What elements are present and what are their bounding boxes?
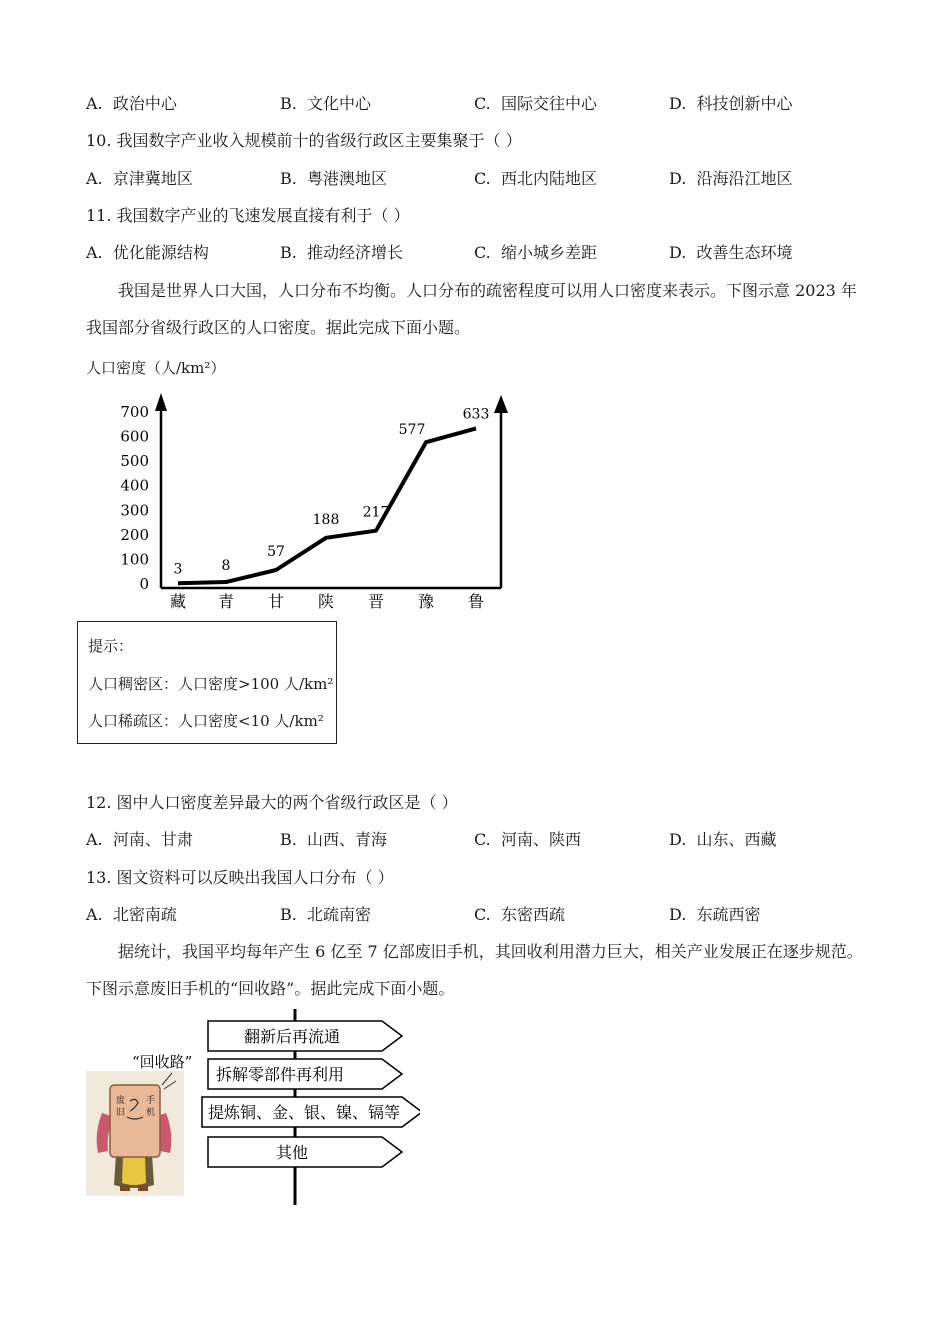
q10-option-b[interactable]: B. 粤港澳地区 <box>280 169 388 188</box>
recycle-caption: “回收路” <box>132 1053 193 1071</box>
q10-option-a[interactable]: A. 京津冀地区 <box>86 169 193 188</box>
q12-option-b[interactable]: B. 山西、青海 <box>280 830 388 849</box>
x-tick-label-1: 青 <box>217 592 235 611</box>
sign-4 <box>208 1137 402 1167</box>
q13-option-c[interactable]: C. 东密西疏 <box>474 905 565 924</box>
phone-left-text-2: 旧 <box>116 1108 126 1118</box>
data-label-1: 8 <box>221 558 231 575</box>
sign-1-label: 翻新后再流通 <box>243 1027 341 1046</box>
x-tick-label-5: 豫 <box>417 592 435 611</box>
data-label-4: 217 <box>362 504 390 521</box>
q10-option-c[interactable]: C. 西北内陆地区 <box>474 169 597 188</box>
q9-option-c[interactable]: C. 国际交往中心 <box>474 94 597 113</box>
q9-option-d[interactable]: D. 科技创新中心 <box>669 94 793 113</box>
chart-ylabel: 人口密度（人/km²） <box>86 359 226 377</box>
q10-option-d[interactable]: D. 沿海沿江地区 <box>669 169 793 188</box>
data-label-0: 3 <box>173 561 183 578</box>
phone-right-text-2: 机 <box>146 1108 156 1118</box>
sign-4-label: 其他 <box>275 1143 309 1162</box>
y-tick-label-6: 600 <box>120 427 149 446</box>
q12-option-c[interactable]: C. 河南、陕西 <box>474 830 581 849</box>
y-tick-label-7: 700 <box>120 403 149 421</box>
sign-1 <box>208 1021 402 1051</box>
hint-sparse: 人口稀疏区：人口密度<10 人/km² <box>88 712 324 730</box>
data-label-3: 188 <box>312 511 340 528</box>
y-tick-label-5: 500 <box>120 452 149 471</box>
x-tick-label-0: 藏 <box>169 592 187 611</box>
phone-cartoon-illustration <box>86 1071 184 1196</box>
q13-stem: 13. 图文资料可以反映出我国人口分布（ ） <box>86 868 394 887</box>
sign-2 <box>208 1059 402 1089</box>
data-label-6: 633 <box>462 406 490 423</box>
y-tick-label-2: 200 <box>120 525 149 544</box>
q12-stem: 12. 图中人口密度差异最大的两个省级行政区是（ ） <box>86 793 458 812</box>
hint-dense: 人口稠密区：人口密度>100 人/km² <box>88 675 334 693</box>
sign-2-label: 拆解零部件再利用 <box>215 1065 345 1084</box>
q13-option-b[interactable]: B. 北疏南密 <box>280 905 372 924</box>
q13-option-a[interactable]: A. 北密南疏 <box>86 905 177 924</box>
q11-option-b[interactable]: B. 推动经济增长 <box>280 243 404 262</box>
q11-option-a[interactable]: A. 优化能源结构 <box>86 243 209 262</box>
y-tick-label-4: 400 <box>120 476 149 495</box>
phone-left-text-1: 废 <box>116 1096 126 1106</box>
sign-3-label: 提炼铜、金、银、镍、镉等 <box>207 1103 401 1122</box>
recycling-diagram <box>80 1005 420 1210</box>
q12-option-a[interactable]: A. 河南、甘肃 <box>86 830 193 849</box>
q12-option-d[interactable]: D. 山东、西藏 <box>669 830 777 849</box>
data-label-2: 57 <box>267 543 285 560</box>
x-tick-label-2: 甘 <box>267 592 285 611</box>
q11-option-d[interactable]: D. 改善生态环境 <box>669 243 793 262</box>
hint-title: 提示： <box>88 637 134 655</box>
x-tick-label-3: 陕 <box>317 592 335 611</box>
x-tick-label-6: 鲁 <box>467 592 485 611</box>
q11-stem: 11. 我国数字产业的飞速发展直接有利于（ ） <box>86 206 410 225</box>
q13-option-d[interactable]: D. 东疏西密 <box>669 905 761 924</box>
q10-stem: 10. 我国数字产业收入规模前十的省级行政区主要集聚于（ ） <box>86 131 522 150</box>
hint-box <box>77 621 337 744</box>
y-tick-label-3: 300 <box>120 501 149 520</box>
population-density-chart <box>80 355 540 615</box>
passage-recycling: 据统计，我国平均每年产生 6 亿至 7 亿部废旧手机，其回收利用潜力巨大，相关产业发展正在逐步规范。下图示意废旧手机的“回收路”。据此完成下面小题。 <box>86 942 863 998</box>
y-tick-label-1: 100 <box>120 550 149 569</box>
q11-option-c[interactable]: C. 缩小城乡差距 <box>474 243 597 262</box>
x-tick-label-4: 晋 <box>367 592 385 611</box>
q9-option-a[interactable]: A. 政治中心 <box>86 94 177 113</box>
sign-3 <box>202 1097 420 1127</box>
y-axis-arrow <box>155 393 167 411</box>
y-tick-label-0: 0 <box>139 575 149 593</box>
data-label-5: 577 <box>398 422 426 439</box>
right-axis-arrow <box>494 395 508 413</box>
passage-population: 我国是世界人口大国，人口分布不均衡。人口分布的疏密程度可以用人口密度来表示。下图示意 2023 年我国部分省级行政区的人口密度。据此完成下面小题。 <box>86 281 857 337</box>
q9-option-b[interactable]: B. 文化中心 <box>280 94 372 113</box>
phone-right-text-1: 手 <box>146 1096 156 1106</box>
